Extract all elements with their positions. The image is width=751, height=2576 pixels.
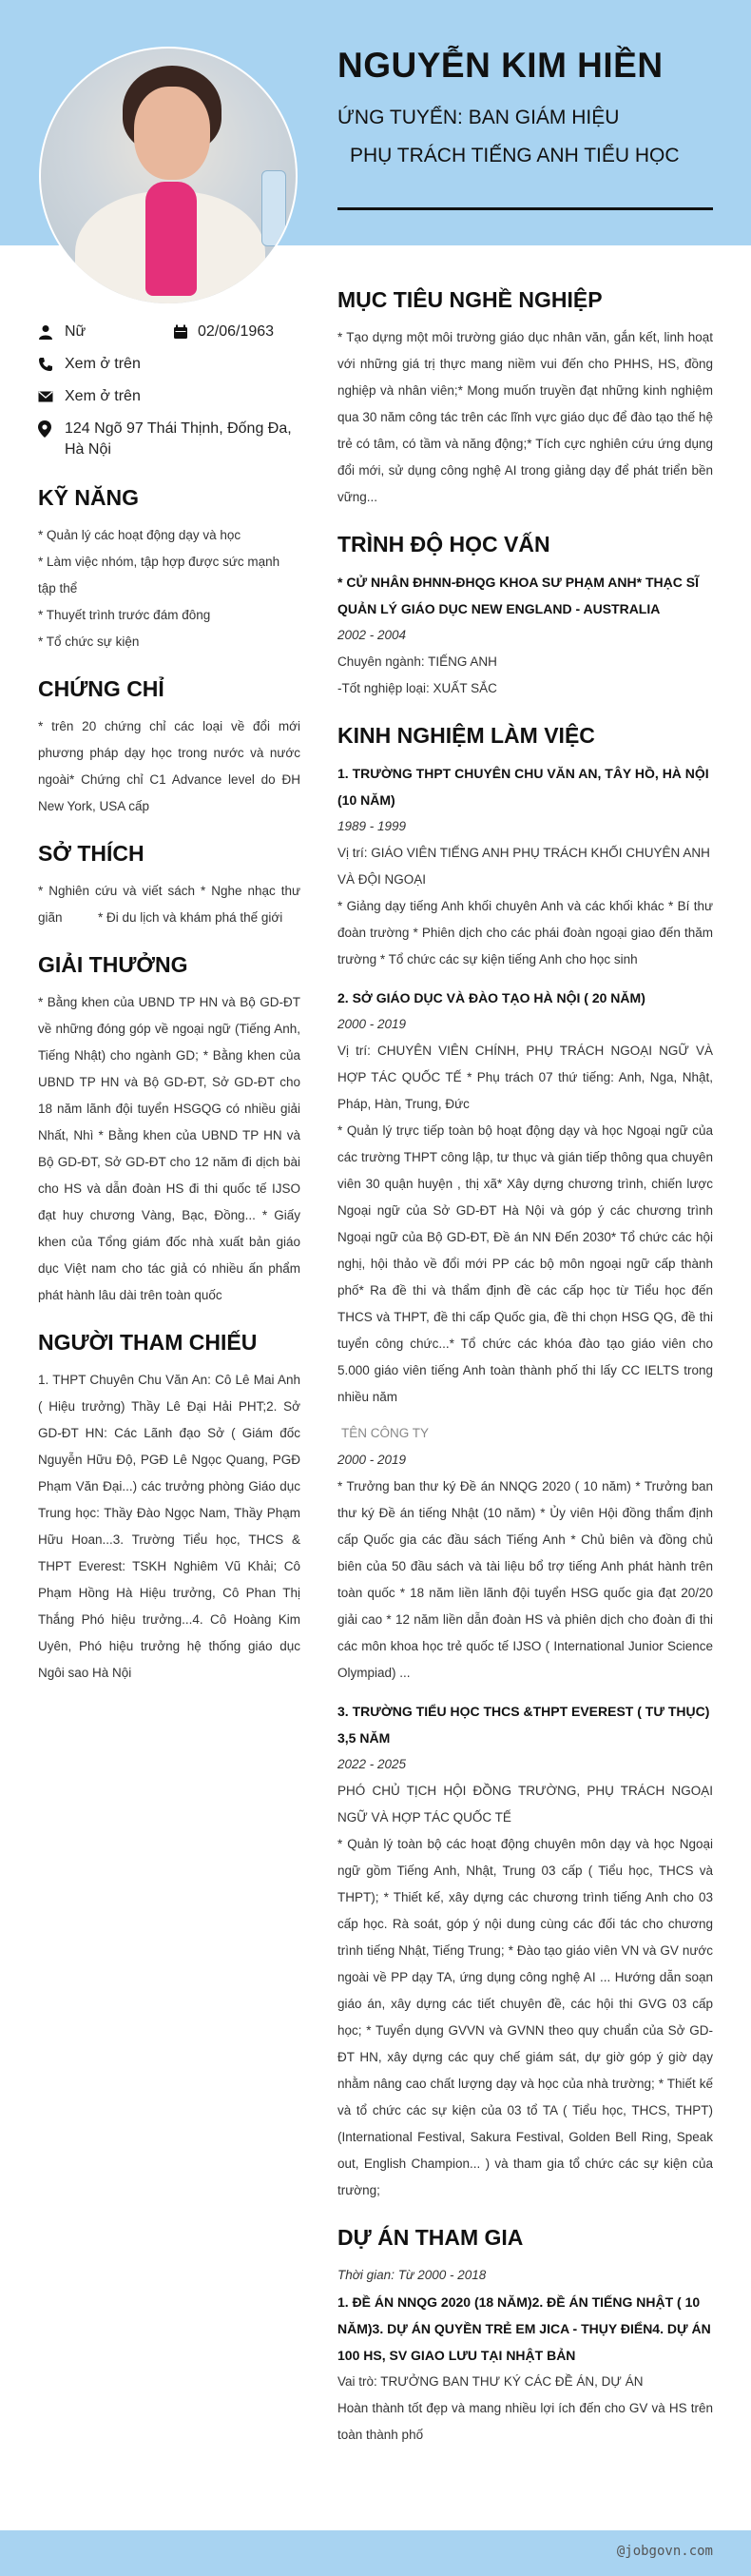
job-entry-1 — [337, 760, 713, 973]
job-description: * Quản lý trực tiếp toàn bộ hoạt động dạy và học Ngoại ngữ của các trường THPT công lập, tư thục và gián tiếp thông qua chuyên viên 30 quận huyện , thị xã* Xây dựng chương trình, chiến lược Ngoại ngữ của Sở GD-ĐT Hà Nội và góp ý các chương trình Ngoại ngữ của Bộ GD-ĐT, Đề án NN Đến 2030* Tổ chức các hội nghị, hội thảo về đổi mới PP các bộ môn ngoại ngữ cấp thành phố* Ra đề thi và thẩm định đề các cấp học từ Tiểu học đến THCS và THPT, đề thi cấp Quốc gia, đề thi chọn HSG QG, đề thi tuyển công chức...* Tổ chức các khóa đào tạo giáo viên cho 5.000 giáo viên tiếng Anh toàn thành phố thi lấy CC IELTS trong nhiều năm — [337, 1123, 713, 1404]
skill-item: * Tổ chức sự kiện — [38, 634, 140, 649]
address-value: 124 Ngõ 97 Thái Thịnh, Đống Đa, Hà Nội — [65, 420, 292, 458]
job-title: 1. TRƯỜNG THPT CHUYÊN CHU VĂN AN, TÂY HỒ, HÀ NỘI (10 NĂM) — [337, 766, 709, 808]
left-column — [38, 322, 304, 1687]
footer-band — [0, 2530, 751, 2576]
job-description: * Trưởng ban thư ký Đề án NNQG 2020 ( 10 năm) * Trưởng ban thư ký Đề án tiếng Nhật (10 năm) * Ủy viên Hội đồng thẩm định cấp Quốc gia các đầu sách Tiếng Anh * Chủ biên và đồng chủ biên của 50 đầu sách và tài liệu bổ trợ tiếng Anh phát hành trên toàn quốc * 18 năm liền lãnh đội tuyển HSG quốc gia đạt 20/20 giải cao * 12 năm liền dẫn đoàn HS và phiên dịch cho đoàn đi thi các môn khoa học trẻ quốc tế IJSO ( International Junior Science Olympiad) ... — [337, 1479, 713, 1680]
job-title: 2. SỞ GIÁO DỤC VÀ ĐÀO TẠO HÀ NỘI ( 20 NĂM) — [337, 990, 645, 1005]
user-icon — [38, 322, 65, 342]
apply-position-line2: PHỤ TRÁCH TIẾNG ANH TIỂU HỌC — [350, 145, 680, 166]
job-role: PHÓ CHỦ TỊCH HỘI ĐỒNG TRƯỜNG, PHỤ TRÁCH NGOẠI NGỮ VÀ HỢP TÁC QUỐC TẾ — [337, 1784, 713, 1825]
experience-heading: KINH NGHIỆM LÀM VIỆC — [337, 723, 595, 748]
company-name-placeholder: TÊN CÔNG TY — [341, 1426, 430, 1440]
projects-heading: DỰ ÁN THAM GIA — [337, 2225, 524, 2250]
education-grade: -Tốt nghiệp loại: XUẤT SẮC — [337, 681, 497, 695]
contact-phone — [38, 354, 300, 375]
dob-value: 02/06/1963 — [198, 323, 275, 340]
skill-item: * Thuyết trình trước đám đông — [38, 608, 211, 622]
job-entry-4 — [337, 1698, 713, 2204]
profile-photo — [39, 47, 298, 305]
job-description: * Giảng dạy tiếng Anh khối chuyên Anh và các khối khác * Bí thư đoàn trường * Phiên dịch cho các phái đoàn ngoại giao đến thăm trường * Tổ chức các sự kiện tiếng Anh cho học sinh — [337, 899, 713, 966]
job-entry-2 — [337, 985, 713, 1411]
skill-item: * Quản lý các hoạt động dạy và học — [38, 528, 241, 542]
candidate-name: NGUYỄN KIM HIỀN — [337, 46, 664, 85]
education-degree: * CỬ NHÂN ĐHNN-ĐHQG KHOA SƯ PHẠM ANH* THẠC SĨ QUẢN LÝ GIÁO DỤC NEW ENGLAND - AUSTRALIA — [337, 575, 699, 616]
education-period: 2002 - 2004 — [337, 628, 407, 642]
email-value: Xem ở trên — [65, 388, 141, 404]
job-period: 2000 - 2019 — [337, 1453, 407, 1467]
email-icon — [38, 386, 65, 407]
project-period: Thời gian: Từ 2000 - 2018 — [337, 2268, 487, 2282]
header-divider — [337, 207, 713, 210]
hobbies-heading: SỞ THÍCH — [38, 841, 144, 866]
objective-text: * Tạo dựng một môi trường giáo dục nhân văn, gắn kết, linh hoạt với những giá trị thực mang niềm vui đến cho PHHS, HS, đồng nghiệp và nhân viên;* Mong muốn truyền đạt những kinh nghiệm qua 30 năm công tác trên các lĩnh vực giáo dục để đào tạo thế hệ trẻ có tâm, có tầm và năng động;* Tích cực nghiên cứu ứng dụng đổi mới, sử dụng công nghệ AI trong giảng dạy để phát triển bền vững... — [337, 330, 713, 504]
contact-email — [38, 386, 300, 407]
contact-gender-dob — [38, 322, 300, 342]
calendar-icon — [173, 322, 198, 342]
right-column — [337, 287, 713, 2449]
skills-heading: KỸ NĂNG — [38, 485, 140, 510]
skills-list — [38, 522, 300, 655]
education-heading: TRÌNH ĐỘ HỌC VẤN — [337, 532, 550, 556]
job-entry-3 — [337, 1420, 713, 1687]
skill-item: * Làm việc nhóm, tập hợp được sức mạnh tập thể — [38, 555, 280, 595]
objective-heading: MỤC TIÊU NGHỀ NGHIỆP — [337, 287, 603, 312]
gender-value: Nữ — [65, 323, 87, 340]
awards-text: * Bằng khen của UBND TP HN và Bộ GD-ĐT về những đóng góp về ngoại ngữ (Tiếng Anh, Tiếng Nhật) cho ngành GD; * Bằng khen của UBND TP HN và Bộ GD-ĐT, Sở GD-ĐT cho 18 năm lãnh đội tuyển HSGQG có nhiều giải Nhất, Nhì * Bằng khen của UBND TP HN và Bộ GD-ĐT, Sở GD-ĐT cho 12 năm đi dịch bài cho HS và dẫn đoàn HS đi thi quốc tế IJSO đạt huy chương Vàng, Bạc, Đồng... * Giấy khen của Tổng giám đốc nhà xuất bản giáo dục Việt nam cho tác giả có nhiều ấn phẩm phát hành lâu dài trên toàn quốc — [38, 995, 300, 1302]
footer-credit: @jobgovn.com — [616, 2544, 713, 2559]
apply-position-line1: ỨNG TUYỂN: BAN GIÁM HIỆU — [337, 107, 620, 128]
education-major: Chuyên ngành: TIẾNG ANH — [337, 654, 497, 669]
job-role: Vị trí: CHUYÊN VIÊN CHÍNH, PHỤ TRÁCH NGOẠI NGỮ VÀ HỢP TÁC QUỐC TẾ * Phụ trách 07 thứ tiếng: Anh, Nga, Nhật, Pháp, Hàn, Trung, Đức — [337, 1044, 713, 1111]
certificates-text: * trên 20 chứng chỉ các loại về đổi mới phương pháp dạy học trong nước và nước ngoài* Chứng chỉ C1 Advance level do ĐH New York, USA cấp — [38, 719, 300, 813]
location-pin-icon — [38, 419, 65, 439]
job-period: 1989 - 1999 — [337, 819, 407, 833]
awards-heading: GIẢI THƯỞNG — [38, 952, 188, 977]
job-period: 2022 - 2025 — [337, 1757, 407, 1771]
project-result: Hoàn thành tốt đẹp và mang nhiều lợi ích đến cho GV và HS trên toàn thành phố — [337, 2401, 713, 2442]
certificates-heading: CHỨNG CHỈ — [38, 676, 164, 701]
references-text: 1. THPT Chuyên Chu Văn An: Cô Lê Mai Anh ( Hiệu trưởng) Thầy Lê Đại Hải PHT;2. Sở GD-ĐT HN: Các Lãnh đạo Sở ( Giám đốc Nguyễn Hữu Độ, PGĐ Lê Ngọc Quang, PGĐ Phạm Văn Đại...) các trưởng phòng Giáo dục Trung học: Thầy Đào Ngọc Nam, Thầy Phạm Hữu Hoan...3. Trường Tiểu học, THCS & THPT Everest: TSKH Nghiêm Vũ Khải; Cô Phạm Hồng Hà Hiệu trưởng, Cô Phan Thị Thắng Phó hiệu trưởng...4. Cô Hoàng Kim Uyên, Phó hiệu trưởng hệ thống giáo dục Ngôi sao Hà Nội — [38, 1373, 300, 1680]
contact-address — [38, 419, 300, 460]
hobbies-text: * Nghiên cứu và viết sách * Nghe nhạc thư giãn * Đi du lịch và khám phá thế giới — [38, 884, 304, 925]
project-name: 1. ĐỀ ÁN NNQG 2020 (18 NĂM)2. ĐỀ ÁN TIẾNG NHẬT ( 10 NĂM)3. DỰ ÁN QUYỀN TRẺ EM JICA - THỤY ĐIỂN4. DỰ ÁN 100 HS, SV GIAO LƯU TẠI NHẬT BẢN — [337, 2294, 711, 2363]
references-heading: NGƯỜI THAM CHIẾU — [38, 1330, 258, 1355]
job-period: 2000 - 2019 — [337, 1017, 407, 1031]
phone-icon — [38, 354, 65, 375]
job-role: Vị trí: GIÁO VIÊN TIẾNG ANH PHỤ TRÁCH KHỐI CHUYÊN ANH VÀ ĐỘI NGOẠI — [337, 846, 710, 887]
job-description: * Quản lý toàn bộ các hoạt động chuyên môn dạy và học Ngoại ngữ gồm Tiếng Anh, Nhật, Trung 03 cấp ( Tiểu học, THCS và THPT); * Thiết kế, xây dựng các chương trình tiếng Anh cho 03 cấp học. Rà soát, góp ý nội dung cùng các đối tác cho chương trình tiếng Nhật, Tiếng Trung; * Đào tạo giáo viên VN và GV nước ngoài về PP dạy TA, ứng dụng công nghệ AI ... Hướng dẫn soạn giáo án, xây dựng các tiết chuyên đề, các hội thi GVG 03 cấp học; * Tuyển dụng GVVN và GVNN theo quy chuẩn của Sở GD-ĐT HN, xây dựng các quy chế giám sát, dự giờ góp ý giờ dạy nhằm nâng cao chất lượng dạy và học của nhà trường; * Thiết kế và tổ chức các sự kiện của 03 tổ TA ( Tiểu học, THCS, THPT) (International Festival, Sakura Festival, Golden Bell Ring, Speak out, English Champion... ) và tham gia tổ chức các sự kiện của trường; — [337, 1837, 713, 2197]
project-role: Vai trò: TRƯỞNG BAN THƯ KÝ CÁC ĐỀ ÁN, DỰ ÁN — [337, 2374, 644, 2389]
phone-value: Xem ở trên — [65, 356, 141, 372]
job-title: 3. TRƯỜNG TIỂU HỌC THCS &THPT EVEREST ( TƯ THỤC) 3,5 NĂM — [337, 1704, 710, 1746]
